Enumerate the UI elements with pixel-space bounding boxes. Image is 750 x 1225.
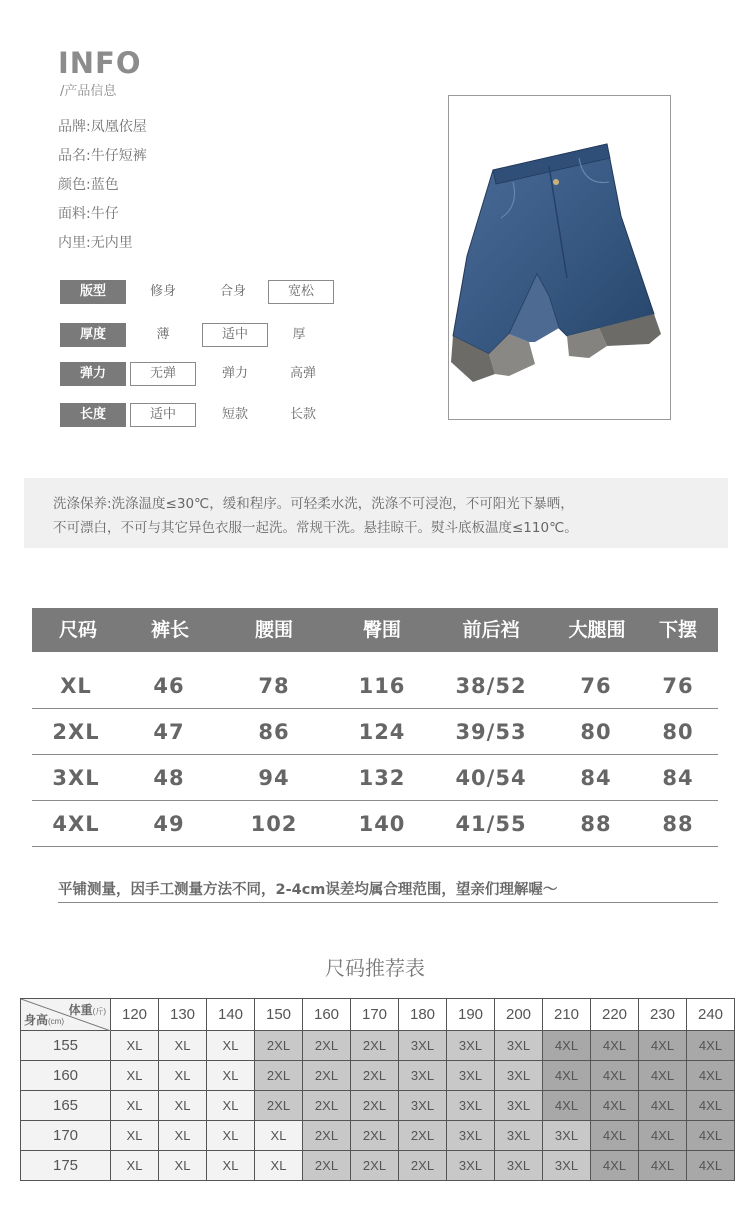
size-cell: 3XL: [447, 1031, 495, 1061]
weight-header: 120: [111, 999, 159, 1031]
size-cell: 2XL: [351, 1061, 399, 1091]
size-cell: 2XL: [351, 1031, 399, 1061]
size-cell: 2XL: [303, 1091, 351, 1121]
size-header-cell: 裤长: [150, 619, 190, 641]
size-cell: 4XL: [639, 1151, 687, 1181]
size-cell: 4XL: [543, 1091, 591, 1121]
recommend-row: [21, 1031, 735, 1061]
size-cell: 4XL: [591, 1061, 639, 1091]
size-cell: 3XL: [52, 766, 100, 790]
attr-option-selected: 适中: [130, 403, 196, 427]
size-cell: 84: [580, 766, 612, 790]
size-cell: XL: [111, 1151, 159, 1181]
size-cell: 2XL: [255, 1091, 303, 1121]
weight-header: 230: [639, 999, 687, 1031]
size-cell: 3XL: [495, 1121, 543, 1151]
size-cell: 3XL: [543, 1151, 591, 1181]
size-cell: 84: [662, 766, 694, 790]
size-cell: 2XL: [255, 1061, 303, 1091]
size-cell: 4XL: [591, 1091, 639, 1121]
size-cell: 2XL: [303, 1121, 351, 1151]
size-cell: 4XL: [639, 1031, 687, 1061]
size-cell: XL: [111, 1031, 159, 1061]
attr-option: 薄: [156, 327, 170, 342]
spec-fabric: 面料:牛仔: [58, 206, 119, 222]
size-cell: XL: [159, 1151, 207, 1181]
size-cell: 88: [580, 812, 612, 836]
size-cell: 3XL: [399, 1061, 447, 1091]
size-cell: 3XL: [495, 1151, 543, 1181]
denim-shorts-image: [449, 96, 672, 421]
attr-length: [60, 403, 360, 427]
size-cell: 4XL: [687, 1091, 735, 1121]
size-cell: XL: [255, 1121, 303, 1151]
size-cell: 3XL: [495, 1031, 543, 1061]
size-cell: 4XL: [639, 1061, 687, 1091]
corner-cell: [21, 999, 111, 1031]
size-cell: XL: [60, 674, 92, 698]
size-cell: XL: [207, 1091, 255, 1121]
size-cell: 3XL: [495, 1061, 543, 1091]
info-title: INFO: [58, 46, 142, 80]
size-cell: 4XL: [639, 1121, 687, 1151]
weight-header: 130: [159, 999, 207, 1031]
recommend-table: [20, 998, 735, 1181]
attr-option: 短款: [221, 407, 248, 422]
size-cell: XL: [207, 1151, 255, 1181]
size-cell: 47: [153, 720, 185, 744]
attr-label: 弹力: [60, 362, 126, 386]
height-cell: 165: [21, 1091, 111, 1121]
size-cell: XL: [159, 1031, 207, 1061]
size-cell: 2XL: [52, 720, 100, 744]
spec-brand: 品牌:凤凰依屋: [58, 119, 147, 135]
recommend-header-row: [21, 999, 735, 1031]
attr-option: 高弹: [289, 366, 316, 381]
size-cell: 94: [258, 766, 290, 790]
size-cell: 4XL: [687, 1151, 735, 1181]
product-photo: [448, 95, 671, 420]
height-cell: 170: [21, 1121, 111, 1151]
size-cell: XL: [207, 1061, 255, 1091]
attr-thickness: [60, 323, 360, 347]
size-cell: 86: [258, 720, 290, 744]
size-cell: 2XL: [351, 1091, 399, 1121]
size-cell: 124: [358, 720, 406, 744]
size-cell: 78: [258, 674, 290, 698]
size-cell: 132: [358, 766, 406, 790]
attr-label: 厚度: [60, 323, 126, 347]
weight-header: 180: [399, 999, 447, 1031]
size-header-cell: 臀围: [362, 619, 402, 641]
size-cell: 41/55: [455, 812, 527, 836]
recommend-title: 尺码推荐表: [325, 956, 425, 980]
size-cell: XL: [255, 1151, 303, 1181]
size-cell: 39/53: [455, 720, 527, 744]
weight-header: 190: [447, 999, 495, 1031]
size-cell: XL: [159, 1091, 207, 1121]
size-header-cell: 大腿围: [568, 619, 626, 641]
size-cell: 2XL: [303, 1031, 351, 1061]
size-cell: 102: [250, 812, 298, 836]
size-cell: 3XL: [447, 1151, 495, 1181]
size-cell: 4XL: [591, 1031, 639, 1061]
info-subtitle: /产品信息: [60, 84, 117, 99]
weight-header: 160: [303, 999, 351, 1031]
attr-option: 合身: [219, 284, 246, 299]
size-header-cell: 前后裆: [462, 619, 520, 641]
size-cell: 4XL: [543, 1031, 591, 1061]
size-cell: 76: [580, 674, 612, 698]
recommend-row: [21, 1151, 735, 1181]
attr-label: 版型: [60, 280, 126, 304]
spec-color: 颜色:蓝色: [58, 177, 119, 193]
size-cell: 80: [580, 720, 612, 744]
size-row: [32, 801, 718, 847]
size-cell: 4XL: [591, 1151, 639, 1181]
height-cell: 160: [21, 1061, 111, 1091]
care-instructions: [24, 478, 728, 548]
weight-header: 240: [687, 999, 735, 1031]
size-row: [32, 663, 718, 709]
size-cell: XL: [207, 1121, 255, 1151]
weight-header: 200: [495, 999, 543, 1031]
attr-label: 长度: [60, 403, 126, 427]
size-table-header: [32, 608, 718, 652]
size-header-cell: 尺码: [58, 619, 98, 641]
size-cell: 2XL: [303, 1061, 351, 1091]
weight-header: 150: [255, 999, 303, 1031]
weight-header: 140: [207, 999, 255, 1031]
size-cell: 88: [662, 812, 694, 836]
size-cell: 2XL: [399, 1151, 447, 1181]
weight-header: 210: [543, 999, 591, 1031]
size-cell: XL: [159, 1121, 207, 1151]
size-cell: 38/52: [455, 674, 527, 698]
size-cell: XL: [111, 1091, 159, 1121]
weight-header: 220: [591, 999, 639, 1031]
size-cell: 46: [153, 674, 185, 698]
size-cell: 3XL: [447, 1121, 495, 1151]
size-cell: 3XL: [495, 1091, 543, 1121]
size-cell: 3XL: [399, 1091, 447, 1121]
size-cell: XL: [111, 1061, 159, 1091]
measurement-note: 平铺测量，因手工测量方法不同，2-4cm误差均属合理范围，望亲们理解喔～: [58, 882, 558, 898]
attr-fit: [60, 280, 360, 304]
attr-option: 弹力: [221, 366, 248, 381]
attr-elasticity: [60, 362, 360, 386]
spec-lining: 内里:无内里: [58, 235, 133, 251]
care-line-1: 洗涤保养:洗涤温度≤30℃，缓和程序。可轻柔水洗，洗涤不可浸泡，不可阳光下暴晒，: [53, 496, 574, 512]
attr-option: 厚: [292, 327, 306, 342]
height-cell: 155: [21, 1031, 111, 1061]
size-cell: 40/54: [455, 766, 527, 790]
size-cell: 49: [153, 812, 185, 836]
size-cell: 3XL: [447, 1061, 495, 1091]
size-header-cell: 腰围: [254, 619, 294, 641]
size-row: [32, 755, 718, 801]
height-label: 身高(cm): [24, 1013, 65, 1027]
size-cell: 2XL: [303, 1151, 351, 1181]
size-cell: 4XL: [543, 1061, 591, 1091]
weight-header: 170: [351, 999, 399, 1031]
weight-label: 体重(斤): [68, 1003, 106, 1017]
attr-option: 修身: [149, 284, 176, 299]
size-cell: 4XL: [591, 1121, 639, 1151]
size-row: [32, 709, 718, 755]
attr-option-selected: 无弹: [130, 362, 196, 386]
size-cell: 2XL: [351, 1121, 399, 1151]
size-cell: XL: [207, 1031, 255, 1061]
height-cell: 175: [21, 1151, 111, 1181]
attr-option-selected: 宽松: [268, 280, 334, 304]
size-cell: 4XL: [639, 1091, 687, 1121]
size-cell: 140: [358, 812, 406, 836]
size-cell: 76: [662, 674, 694, 698]
size-header-cell: 下摆: [658, 619, 698, 641]
size-cell: 116: [358, 674, 406, 698]
divider: [58, 902, 718, 903]
size-cell: XL: [159, 1061, 207, 1091]
size-cell: 4XL: [687, 1061, 735, 1091]
size-cell: 2XL: [255, 1031, 303, 1061]
size-cell: XL: [111, 1121, 159, 1151]
size-cell: 3XL: [543, 1121, 591, 1151]
attr-option: 长款: [289, 407, 316, 422]
size-cell: 4XL: [687, 1031, 735, 1061]
spec-product-name: 品名:牛仔短裤: [58, 148, 147, 164]
size-cell: 2XL: [399, 1121, 447, 1151]
size-cell: 3XL: [399, 1031, 447, 1061]
recommend-row: [21, 1091, 735, 1121]
care-line-2: 不可漂白，不可与其它异色衣服一起洗。常规干洗。悬挂晾干。熨斗底板温度≤110℃。: [53, 520, 578, 536]
size-cell: 48: [153, 766, 185, 790]
attr-option-selected: 适中: [202, 323, 268, 347]
size-cell: 4XL: [687, 1121, 735, 1151]
size-cell: 3XL: [447, 1091, 495, 1121]
size-cell: 4XL: [52, 812, 100, 836]
size-cell: 2XL: [351, 1151, 399, 1181]
recommend-row: [21, 1061, 735, 1091]
size-cell: 80: [662, 720, 694, 744]
recommend-row: [21, 1121, 735, 1151]
